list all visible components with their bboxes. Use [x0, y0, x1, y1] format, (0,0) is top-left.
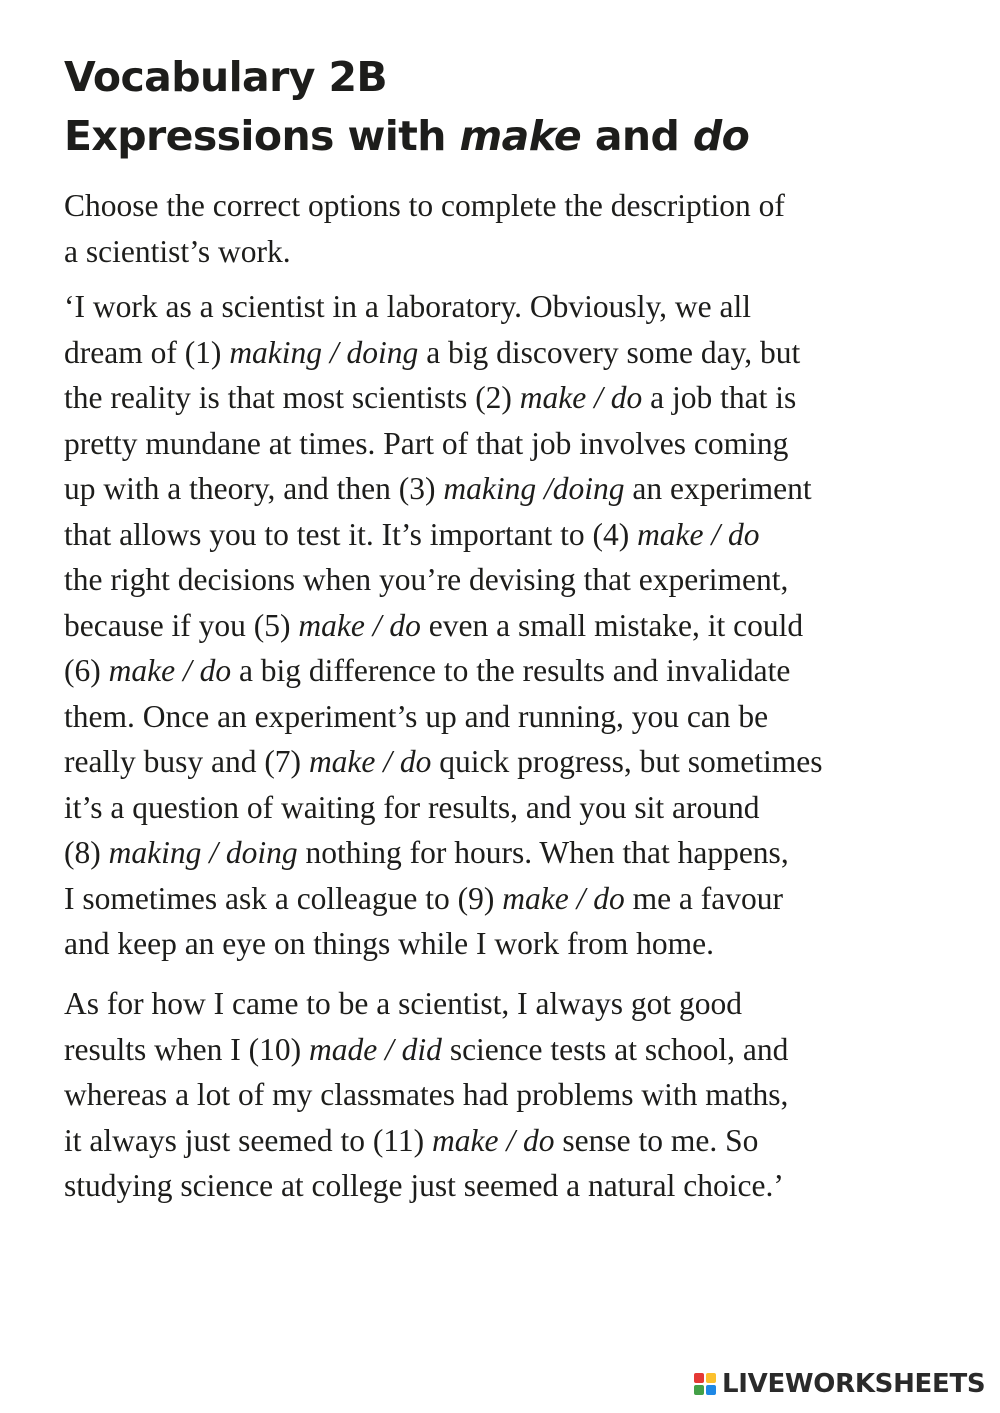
option-choice-11[interactable]: make / do — [432, 1122, 555, 1158]
text-line: I sometimes ask a colleague to (9) make / do me a favour — [64, 880, 784, 916]
text-line: because if you (5) make / do even a small mistake, it could — [64, 607, 804, 643]
logo-square-red — [694, 1373, 704, 1383]
text-line: As for how I came to be a scientist, I always got good — [64, 986, 742, 1021]
option-choice-5[interactable]: make / do — [298, 607, 421, 643]
option-choice-3[interactable]: making /doing — [443, 471, 625, 506]
text-line: dream of (1) making / doing a big discovery some day, but — [64, 334, 801, 370]
page-title: Vocabulary 2B — [64, 53, 388, 101]
instructions: Choose the correct options to complete the description of a scientist’s work. — [64, 188, 785, 269]
option-choice-2[interactable]: make / do — [519, 380, 643, 415]
option-choice-10[interactable]: made / did — [308, 1031, 442, 1067]
logo-square-yellow — [706, 1373, 716, 1383]
text-line: the right decisions when you’re devising that experiment, — [64, 562, 789, 597]
text-line: up with a theory, and then (3) making /doing an experiment — [64, 471, 812, 506]
logo-square-blue — [706, 1385, 716, 1395]
page-subtitle: Expressions with make and do — [64, 112, 750, 160]
text-line: results when I (10) made / did science tests at school, and — [64, 1031, 789, 1067]
text-line: and keep an eye on things while I work from home. — [64, 926, 714, 961]
logo-square-green — [694, 1385, 704, 1395]
liveworksheets-logo — [694, 1368, 985, 1400]
text-line: pretty mundane at times. Part of that job involves coming — [64, 425, 789, 461]
option-choice-8[interactable]: making / doing — [108, 835, 298, 870]
option-choice-9[interactable]: make / do — [502, 880, 625, 916]
option-choice-6[interactable]: make / do — [108, 653, 232, 688]
paragraph-1 — [64, 284, 944, 967]
option-choice-4[interactable]: make / do — [637, 516, 760, 552]
text-line: really busy and (7) make / do quick progress, but sometimes — [64, 744, 823, 779]
text-line: ‘I work as a scientist in a laboratory. Obviously, we all — [64, 289, 751, 324]
text-line: it always just seemed to (11) make / do sense to me. So — [64, 1122, 759, 1158]
text-line: it’s a question of waiting for results, and you sit around — [64, 789, 760, 825]
option-choice-7[interactable]: make / do — [308, 744, 432, 779]
text-line: (6) make / do a big difference to the results and invalidate — [64, 653, 791, 688]
text-line: studying science at college just seemed a natural choice.’ — [64, 1168, 784, 1203]
text-line: (8) making / doing nothing for hours. When that happens, — [64, 835, 789, 870]
paragraph-2 — [64, 981, 944, 1209]
option-choice-1[interactable]: making / doing — [229, 334, 419, 370]
logo-text: LIVEWORKSHEETS — [722, 1369, 986, 1399]
text-line: the reality is that most scientists (2) make / do a job that is — [64, 380, 797, 415]
text-line: that allows you to test it. It’s important to (4) make / do — [64, 516, 760, 552]
text-line: whereas a lot of my classmates had problems with maths, — [64, 1077, 789, 1112]
text-line: them. Once an experiment’s up and running, you can be — [64, 698, 769, 734]
logo-icon — [694, 1373, 716, 1395]
